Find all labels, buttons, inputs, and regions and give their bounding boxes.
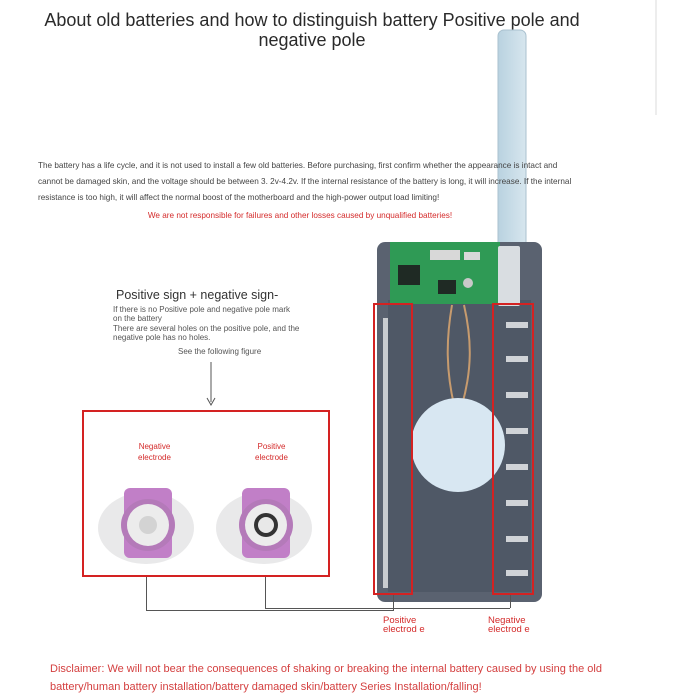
connector-line bbox=[265, 608, 510, 609]
battery-ends-photo bbox=[84, 412, 328, 575]
negative-contacts-highlight bbox=[492, 303, 534, 595]
device-positive-label: Positive electrod e bbox=[383, 615, 425, 635]
intro-paragraph: The battery has a life cycle, and it is not used to install a few old batteries. Before purchasing, first confirm whether the appearance is intact and cannot be damaged skin, and the voltage should be between 3. 2v-4.2v. If the internal resistance of the battery is long, it will increase. If the internal resistance is too high, it will affect the normal boost of the motherboard and the high-power output load limiting! bbox=[38, 161, 572, 202]
positive-contacts-highlight bbox=[373, 303, 413, 595]
connector-line bbox=[265, 577, 266, 594]
wireless-coil bbox=[411, 398, 505, 492]
negative-electrode-label: Negative electrode bbox=[138, 442, 171, 462]
see-figure-text: See the following figure bbox=[178, 347, 262, 356]
arrow-down-icon bbox=[205, 362, 217, 406]
page-title: About old batteries and how to distinguish battery Positive pole and negative pole bbox=[44, 10, 580, 50]
connector-line bbox=[146, 577, 147, 611]
no-mark-note: If there is no Positive pole and negative pole mark on the battery bbox=[113, 305, 290, 323]
connector-line bbox=[510, 595, 511, 608]
usb-port bbox=[498, 246, 520, 306]
disclaimer-text: Disclaimer: We will not bear the consequences of shaking or breaking the internal battery caused by using the old battery/human battery installation/battery damaged skin/battery Series Installation/falling! bbox=[50, 663, 602, 693]
connector-line bbox=[146, 610, 393, 611]
sign-title: Positive sign + negative sign- bbox=[116, 288, 279, 302]
connector-line bbox=[265, 594, 266, 609]
positive-electrode-label: Positive electrode bbox=[255, 442, 288, 462]
responsibility-warning: We are not responsible for failures and other losses caused by unqualified batteries! bbox=[147, 211, 453, 220]
holes-note: There are several holes on the positive pole, and the negative pole has no holes. bbox=[113, 324, 300, 342]
battery-photo-box bbox=[82, 410, 330, 577]
page-edge bbox=[655, 0, 657, 115]
device-negative-label: Negative electrod e bbox=[488, 615, 530, 635]
